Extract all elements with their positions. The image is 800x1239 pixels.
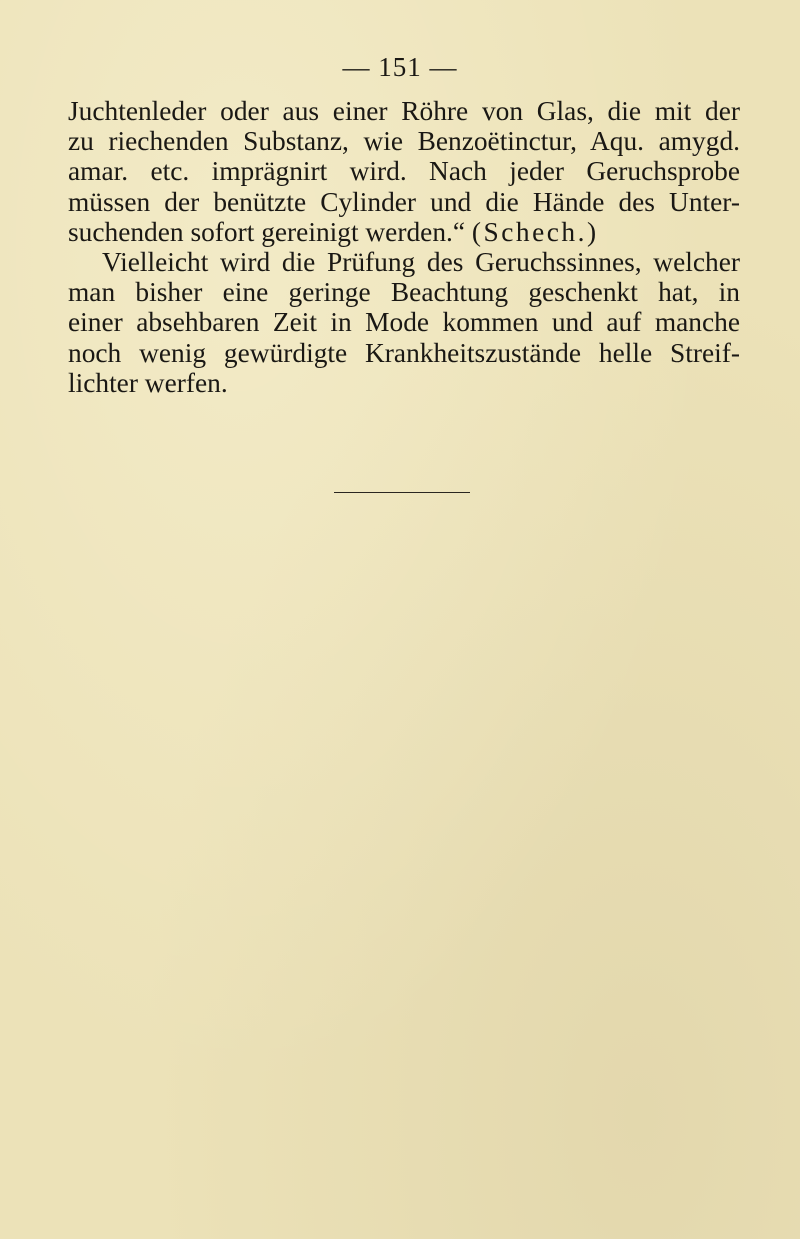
body-text: [68, 96, 740, 398]
text-line: einer absehbaren Zeit in Mode kommen und auf manche: [68, 307, 740, 338]
text-line: lichter werfen.: [68, 367, 228, 398]
page-number: — 151 —: [342, 52, 458, 82]
text-line: Juchtenleder oder aus einer Röhre von Glas, die mit der: [68, 96, 740, 126]
text-line: man bisher eine geringe Beachtung geschenkt hat, in: [68, 277, 740, 308]
text-line: müssen der benützte Cylinder und die Hände des Unter-: [68, 186, 740, 217]
footnote-rule: [334, 492, 470, 493]
text-line: [68, 217, 740, 247]
text-line: zu riechenden Substanz, wie Benzoëtinctur, Aqu. amygd.: [68, 126, 740, 157]
paragraph-start: Vielleicht wird die Prüfung des Geruchssinnes, welcher: [102, 246, 740, 277]
text-line: noch wenig gewürdigte Krankheitszustände helle Streif-: [68, 337, 740, 368]
quote-end: suchenden sofort gereinigt werden.“: [68, 216, 466, 247]
text-line: amar. etc. imprägnirt wird. Nach jeder Geruchsprobe: [68, 156, 740, 187]
citation: (Schech.): [471, 216, 599, 247]
